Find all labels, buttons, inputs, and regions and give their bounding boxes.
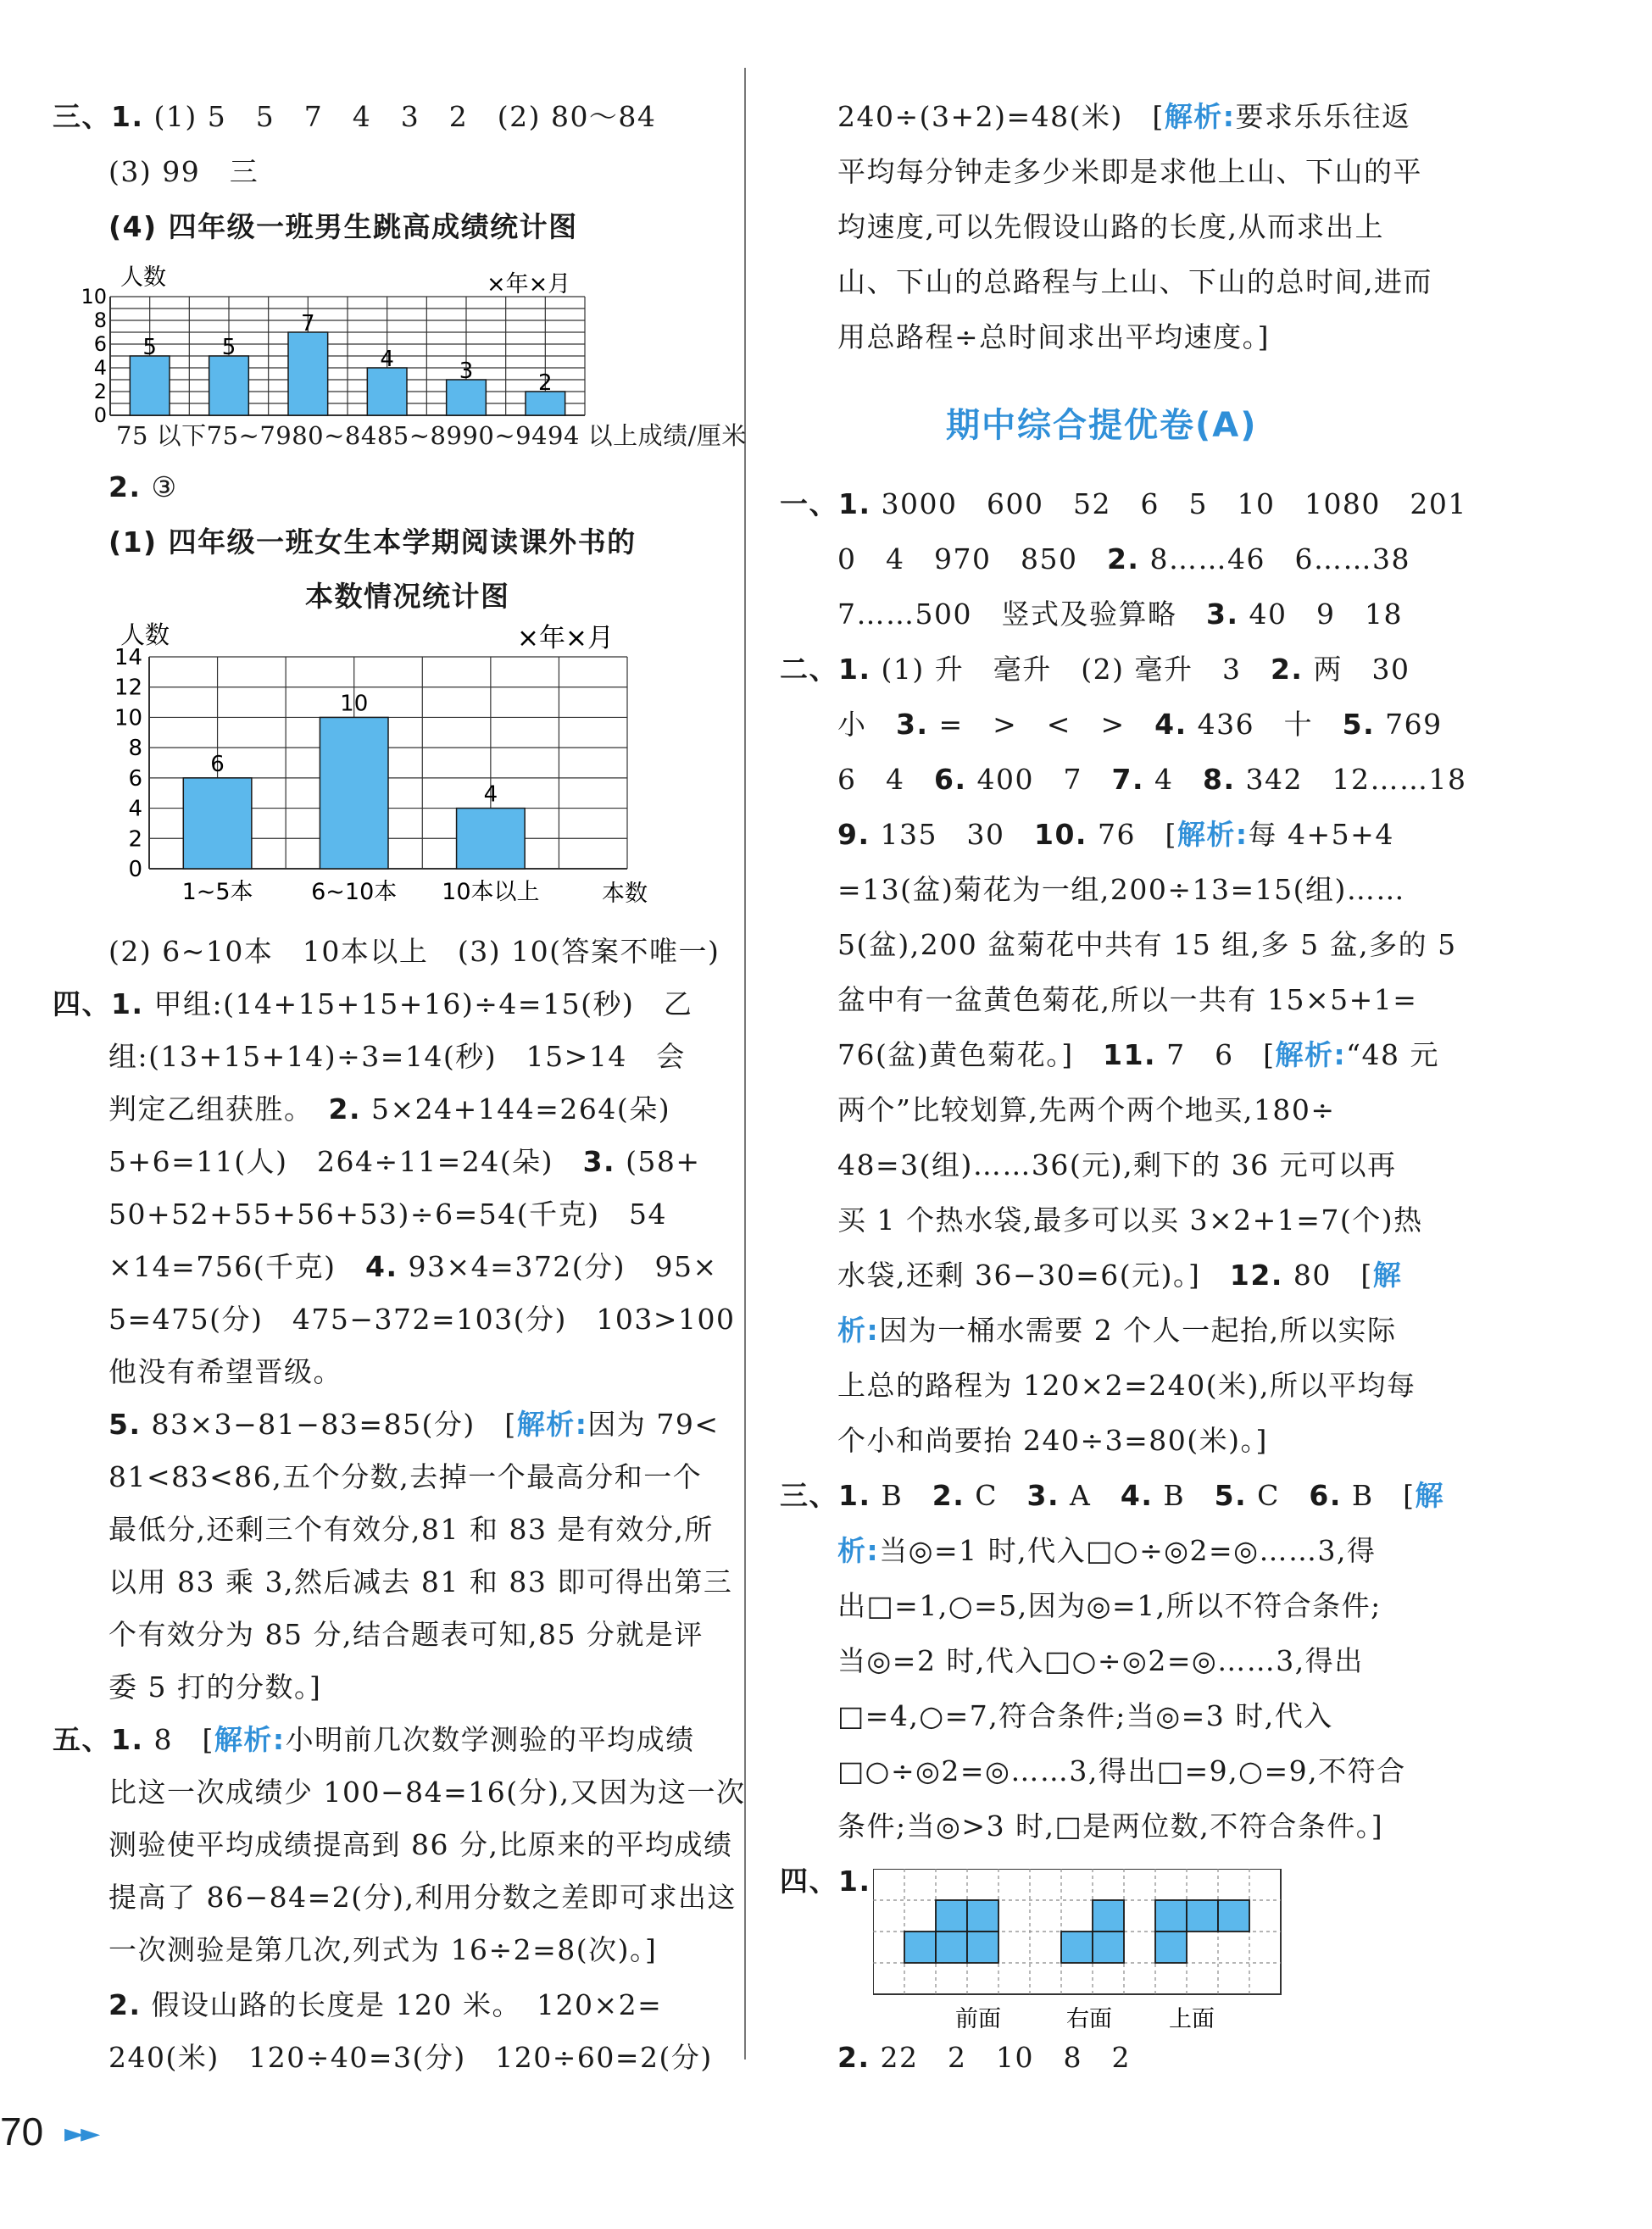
- q-num: 5.: [1342, 708, 1376, 741]
- chart2-y-tick: 6: [128, 765, 142, 792]
- s5-line1: [53, 1723, 695, 1757]
- column-divider: [744, 68, 746, 2059]
- s4-line4: [108, 1145, 701, 1179]
- s4-line10: 81<83<86,五个分数,去掉一个最高分和一个: [108, 1460, 703, 1493]
- answer-text: C: [975, 1479, 998, 1512]
- q-num: 11.: [1103, 1038, 1157, 1071]
- q-num: 3.: [896, 708, 929, 741]
- answer-text: 22 2 10 8 2: [880, 2041, 1131, 2074]
- s3-q1-line2: [108, 155, 259, 189]
- answer-text: 3000 600 52 6 5 10 1080 201: [881, 487, 1467, 520]
- view-cube-face: [1155, 1932, 1187, 1963]
- s4-line13: 个有效分为 85 分,结合题表可知,85 分就是评: [108, 1618, 704, 1651]
- section-4-label: 四、: [780, 1865, 838, 1898]
- chart2-title-1: (1) 四年级一班女生本学期阅读课外书的: [108, 525, 637, 559]
- answer-text: 80 [: [1293, 1259, 1373, 1292]
- r-s2-line14: 上总的路程为 120×2=240(米),所以平均每: [837, 1369, 1416, 1402]
- section-1-label: 一、: [780, 487, 838, 520]
- section-5-label: 五、: [53, 1723, 111, 1756]
- chart1-y-tick: 0: [93, 403, 107, 427]
- answer-text: 5×24+144=264(朵): [371, 1092, 671, 1126]
- answer-text: 6 4: [837, 763, 905, 796]
- views-labels: [955, 2006, 1215, 2032]
- r-s1-line1: [780, 487, 1467, 521]
- answer-text: = > < >: [938, 708, 1126, 741]
- r-s3-line7: 条件;当◎>3 时,□是两位数,不符合条件。]: [837, 1809, 1384, 1843]
- view-cube-face: [1093, 1932, 1124, 1963]
- chart1-grid: [110, 297, 585, 415]
- q-num: 7.: [1111, 763, 1144, 796]
- q-num: 2.: [108, 1988, 142, 2021]
- s4-line2: 组:(13+15+14)÷3=14(秒) 15>14 会: [108, 1040, 686, 1073]
- answer-text: (1) 升 毫升 (2) 毫升 3: [881, 653, 1242, 686]
- analysis-label: 解: [1415, 1479, 1444, 1512]
- chart1-y-tick: 2: [93, 380, 107, 403]
- r-s4-label: [780, 1865, 871, 1898]
- q-num: 4.: [1154, 708, 1188, 741]
- chart2-bar-label: 4: [483, 781, 498, 808]
- analysis-label: 解析:: [1164, 100, 1236, 133]
- answer-text: 4: [1154, 763, 1174, 796]
- view-cube-face: [904, 1932, 936, 1963]
- r-top-line2: 平均每分钟走多少米即是求他上山、下山的平: [837, 155, 1422, 188]
- answer-text: 8 [: [153, 1723, 214, 1756]
- q-num: 1.: [111, 1723, 144, 1756]
- analysis-label: 析:: [837, 1314, 880, 1347]
- r-s2-line10: 48=3(组)……36(元),剩下的 36 元可以再: [837, 1148, 1397, 1181]
- chart1-ylabel: 人数: [120, 264, 166, 291]
- r-s2-line7: 盆中有一盆黄色菊花,所以一共有 15×5+1=: [837, 983, 1418, 1016]
- chart2-y-tick: 8: [128, 736, 142, 762]
- analysis-label: 解析:: [214, 1723, 286, 1756]
- chart1-bar: [447, 380, 487, 415]
- s4-line6: [108, 1250, 718, 1284]
- answer-text: 436 十: [1197, 708, 1314, 741]
- q-num: 5.: [1214, 1479, 1248, 1512]
- section-3-label: 三、: [780, 1479, 838, 1512]
- s4-line7: 5=475(分) 475−372=103(分) 103>100: [108, 1303, 736, 1336]
- chart2-date: ×年×月: [517, 623, 614, 653]
- r-s2-line12: [837, 1259, 1402, 1292]
- answer-text: 342 12……18: [1245, 763, 1467, 796]
- q-num: 2.: [1106, 542, 1140, 575]
- q-num: 4.: [365, 1250, 398, 1283]
- s4-line9: [108, 1408, 720, 1442]
- view-cube-face: [936, 1932, 967, 1963]
- r-s3-line6: □○÷◎2=◎……3,得出□=9,○=9,不符合: [837, 1754, 1406, 1787]
- answer-text: 当◎=1 时,代入□○÷◎2=◎……3,得: [879, 1534, 1377, 1567]
- chart2-y-tick: 12: [114, 675, 142, 701]
- section-4-label: 四、: [53, 987, 111, 1020]
- chart1-y-tick: 4: [93, 356, 107, 380]
- r-s2-line3: [837, 763, 1466, 797]
- view-cube-face: [1093, 1900, 1124, 1932]
- chart2-bar: [183, 778, 252, 869]
- r-top-line3: 均速度,可以先假设山路的长度,从而求出上: [837, 210, 1384, 243]
- s4-line3: [108, 1092, 670, 1126]
- answer-text: B: [1163, 1479, 1186, 1512]
- q-num: 6.: [1309, 1479, 1342, 1512]
- answer-text: 小: [837, 708, 867, 741]
- chart1-bar-label: 5: [221, 335, 236, 360]
- answer-text: ×14=756(千克): [108, 1250, 337, 1283]
- q-num: 9.: [837, 818, 870, 851]
- r-s2-line6: 5(盆),200 盆菊花中共有 15 组,多 5 盆,多的 5: [837, 928, 1457, 961]
- answer-text: (58+: [626, 1145, 701, 1178]
- q-num: 2.: [837, 2041, 870, 2074]
- three-views-figure: [873, 1869, 1288, 2038]
- r-s2-line11: 买 1 个热水袋,最多可以买 3×2+1=7(个)热: [837, 1203, 1423, 1237]
- answer-text: 83×3−81−83=85(分) [: [151, 1408, 517, 1441]
- r-s1-line3: [837, 598, 1403, 631]
- q-num: 4.: [1120, 1479, 1154, 1512]
- s4-line1: [53, 987, 693, 1021]
- q-num: 6.: [934, 763, 967, 796]
- answer-text: 7 6 [: [1166, 1038, 1276, 1071]
- s5-line5: 一次测验是第几次,列式为 16÷2=8(次)。]: [108, 1933, 658, 1966]
- answer-text: 水袋,还剩 36−30=6(元)。]: [837, 1259, 1201, 1292]
- chart1-bar: [130, 356, 170, 415]
- q-num: 1.: [111, 100, 144, 133]
- chart1-y-tick: 8: [93, 309, 107, 332]
- chart2-bar-label: 10: [340, 691, 369, 717]
- s3-q1-line1: [53, 100, 656, 134]
- r-s2-line4: [837, 818, 1394, 852]
- view-label-front: 前面: [955, 2006, 1001, 2032]
- analysis-label: 解: [1372, 1259, 1403, 1292]
- q-num: 2.: [1270, 653, 1304, 686]
- q-num: 1.: [838, 653, 871, 686]
- chart2-category-label: 6~10本: [311, 879, 398, 905]
- view-cube-face: [1061, 1932, 1093, 1963]
- view-cube-face: [967, 1932, 998, 1963]
- q-num: 5.: [108, 1408, 142, 1441]
- q-num: 3.: [1205, 598, 1239, 631]
- answer-text: 小明前几次数学测验的平均成绩: [285, 1723, 695, 1756]
- answer-text: 40 9 18: [1249, 598, 1403, 631]
- r-s2-line9: 两个”比较划算,先两个两个地买,180÷: [837, 1093, 1336, 1126]
- r-s2-line8: [837, 1038, 1439, 1072]
- page-number: 70: [0, 2109, 44, 2154]
- chart1-bar-label: 3: [459, 359, 474, 384]
- r-s2-line5: =13(盆)菊花为一组,200÷13=15(组)……: [837, 873, 1405, 906]
- s4-line11: 最低分,还剩三个有效分,81 和 83 是有效分,所: [108, 1513, 714, 1546]
- answer-text: 5+6=11(人) 264÷11=24(朵): [108, 1145, 554, 1178]
- s4-line14: 委 5 打的分数。]: [108, 1670, 322, 1704]
- chart2-bar: [320, 717, 388, 869]
- q-num: 1.: [111, 987, 144, 1020]
- answer-text: 因为 79<: [587, 1408, 720, 1441]
- answer-text: 0 4 970 850: [837, 542, 1078, 575]
- chart1-bar-label: 5: [142, 335, 157, 360]
- answer-text: 甲组:(14+15+15+16)÷4=15(秒) 乙: [153, 987, 693, 1020]
- answer-text: 240÷(3+2)=48(米) [: [837, 100, 1165, 133]
- chart1-y-ticks: [81, 285, 107, 427]
- views-cells: [904, 1900, 1249, 1963]
- view-cube-face: [1187, 1900, 1218, 1932]
- chart1-bar: [209, 356, 249, 415]
- s5-line3: 测验使平均成绩提高到 86 分,比原来的平均成绩: [108, 1828, 733, 1861]
- r-s2-line1: [780, 653, 1410, 686]
- chart2-ylabel: 人数: [120, 620, 170, 649]
- q-num: 12.: [1229, 1259, 1283, 1292]
- answer-text: 135 30: [880, 818, 1005, 851]
- r-s2-line2: [837, 708, 1443, 742]
- answer-text: B: [881, 1479, 904, 1512]
- chart2-y-ticks: [114, 645, 142, 882]
- chart2-x-labels: [182, 879, 540, 905]
- answer-text: 两 30: [1313, 653, 1410, 686]
- answer-text: (1) 5 5 7 4 3 2 (2) 80～84: [153, 100, 657, 133]
- chart2-category-label: 1~5本: [181, 879, 253, 905]
- q-num: 3.: [1026, 1479, 1060, 1512]
- view-cube-face: [936, 1900, 967, 1932]
- answer-text: ③: [151, 470, 178, 503]
- section-3-label: 三、: [53, 100, 111, 133]
- s4-line8: 他没有希望晋级。: [108, 1355, 342, 1388]
- section-title: 期中综合提优卷(A): [946, 406, 1258, 445]
- r-top-line5: 用总路程÷总时间求出平均速度。]: [837, 320, 1271, 353]
- s3-q2-answers: (2) 6~10本 10本以上 (3) 10(答案不唯一): [108, 935, 720, 968]
- answer-text: 判定乙组获胜。: [108, 1092, 299, 1126]
- answer-text: 每 4+5+4: [1248, 818, 1394, 851]
- view-cube-face: [1218, 1900, 1249, 1932]
- chart2-xlabel: 本数: [602, 881, 648, 907]
- s5-line2: 比这一次成绩少 100−84=16(分),又因为这一次: [108, 1776, 746, 1809]
- chart2-title-2: 本数情况统计图: [305, 580, 510, 613]
- chart1-title: (4) 四年级一班男生跳高成绩统计图: [108, 210, 578, 243]
- q-num: 3.: [582, 1145, 616, 1178]
- answer-text: C: [1257, 1479, 1280, 1512]
- r-top-line1: [837, 100, 1411, 134]
- answer-text: 8……46 6……38: [1149, 542, 1410, 575]
- s5-line4: 提高了 86−84=2(分),利用分数之差即可求出这: [108, 1881, 737, 1914]
- answer-text: 要求乐乐往返: [1235, 100, 1411, 133]
- chart2-bar: [457, 809, 526, 869]
- chart2-y-tick: 0: [128, 857, 142, 882]
- answer-text: 因为一桶水需要 2 个人一起抬,所以实际: [879, 1314, 1397, 1347]
- chart1-bar: [288, 332, 328, 415]
- q-num: 2.: [932, 1479, 965, 1512]
- analysis-label: 解析:: [1275, 1038, 1347, 1071]
- chart1-bar: [367, 368, 407, 415]
- q-num: 1.: [838, 1479, 871, 1512]
- chart1-x-labels: 75 以下75~7980~8485~8990~9494 以上成绩/厘米: [116, 421, 747, 450]
- chart1-bar-label: 4: [380, 347, 394, 372]
- chart2-y-tick: 14: [114, 645, 142, 670]
- chart1-date: ×年×月: [487, 271, 571, 297]
- chart2-y-tick: 2: [128, 826, 142, 853]
- q-num: 2.: [108, 470, 142, 503]
- q-num: 1.: [838, 1865, 871, 1898]
- chart1-y-tick: 10: [81, 285, 107, 309]
- analysis-label: 解析:: [1176, 818, 1249, 851]
- view-cube-face: [967, 1900, 998, 1932]
- answer-text: B [: [1351, 1479, 1416, 1512]
- answer-text: A: [1070, 1479, 1092, 1512]
- analysis-label: 析:: [837, 1534, 880, 1567]
- section-2-label: 二、: [780, 653, 838, 686]
- s5-line6: [108, 1988, 662, 2022]
- answer-text: 假设山路的长度是 120 米。 120×2=: [151, 1988, 663, 2021]
- answer-text: 76 [: [1097, 818, 1177, 851]
- answer-text: 769: [1385, 708, 1443, 741]
- chart2-category-label: 10本以上: [442, 879, 540, 905]
- view-cube-face: [1155, 1900, 1187, 1932]
- s3-q2: [108, 470, 178, 504]
- answer-text: (3) 99 三: [108, 155, 259, 188]
- r-s3-line1: [780, 1479, 1444, 1513]
- q-num: 2.: [328, 1092, 361, 1126]
- view-label-right: 右面: [1066, 2006, 1112, 2032]
- answer-text: 76(盆)黄色菊花。]: [837, 1038, 1074, 1071]
- q-num: 1.: [838, 487, 871, 520]
- answer-text: “48 元: [1346, 1038, 1440, 1071]
- r-s4-line2: [837, 2041, 1131, 2075]
- r-s1-line2: [837, 542, 1410, 576]
- page-arrows-icon: ►►: [64, 2119, 97, 2148]
- chart2-y-tick: 10: [114, 705, 142, 731]
- q-num: 10.: [1033, 818, 1087, 851]
- r-s2-line13: [837, 1314, 1397, 1348]
- s4-line12: 以用 83 乘 3,然后减去 81 和 83 即可得出第三: [108, 1565, 733, 1598]
- r-s2-line15: 个小和尚要抬 240÷3=80(米)。]: [837, 1424, 1268, 1457]
- chart1-bar-label: 7: [301, 311, 315, 336]
- answer-text: 400 7: [976, 763, 1082, 796]
- chart2-y-tick: 4: [128, 796, 142, 822]
- chart1-bar-label: 2: [538, 370, 553, 396]
- r-top-line4: 山、下山的总路程与上山、下山的总时间,进而: [837, 265, 1432, 298]
- r-s3-line5: □=4,○=7,符合条件;当◎=3 时,代入: [837, 1699, 1333, 1732]
- chart1-y-tick: 6: [93, 332, 107, 356]
- r-s3-line4: 当◎=2 时,代入□○÷◎2=◎……3,得出: [837, 1644, 1364, 1677]
- view-label-top: 上面: [1169, 2006, 1215, 2032]
- answer-text: 93×4=372(分) 95×: [408, 1250, 718, 1283]
- chart2-bar-label: 6: [210, 751, 225, 777]
- r-s3-line2: [837, 1534, 1376, 1568]
- s5-line7: 240(米) 120÷40=3(分) 120÷60=2(分): [108, 2041, 713, 2074]
- answer-text: 7……500 竖式及验算略: [837, 598, 1177, 631]
- analysis-label: 解析:: [516, 1408, 588, 1441]
- chart2-girls-reading: [93, 614, 687, 920]
- r-s3-line3: 出□=1,○=5,因为◎=1,所以不符合条件;: [837, 1589, 1382, 1622]
- q-num: 8.: [1202, 763, 1236, 796]
- s4-line5: 50+52+55+56+53)÷6=54(千克) 54: [108, 1198, 667, 1231]
